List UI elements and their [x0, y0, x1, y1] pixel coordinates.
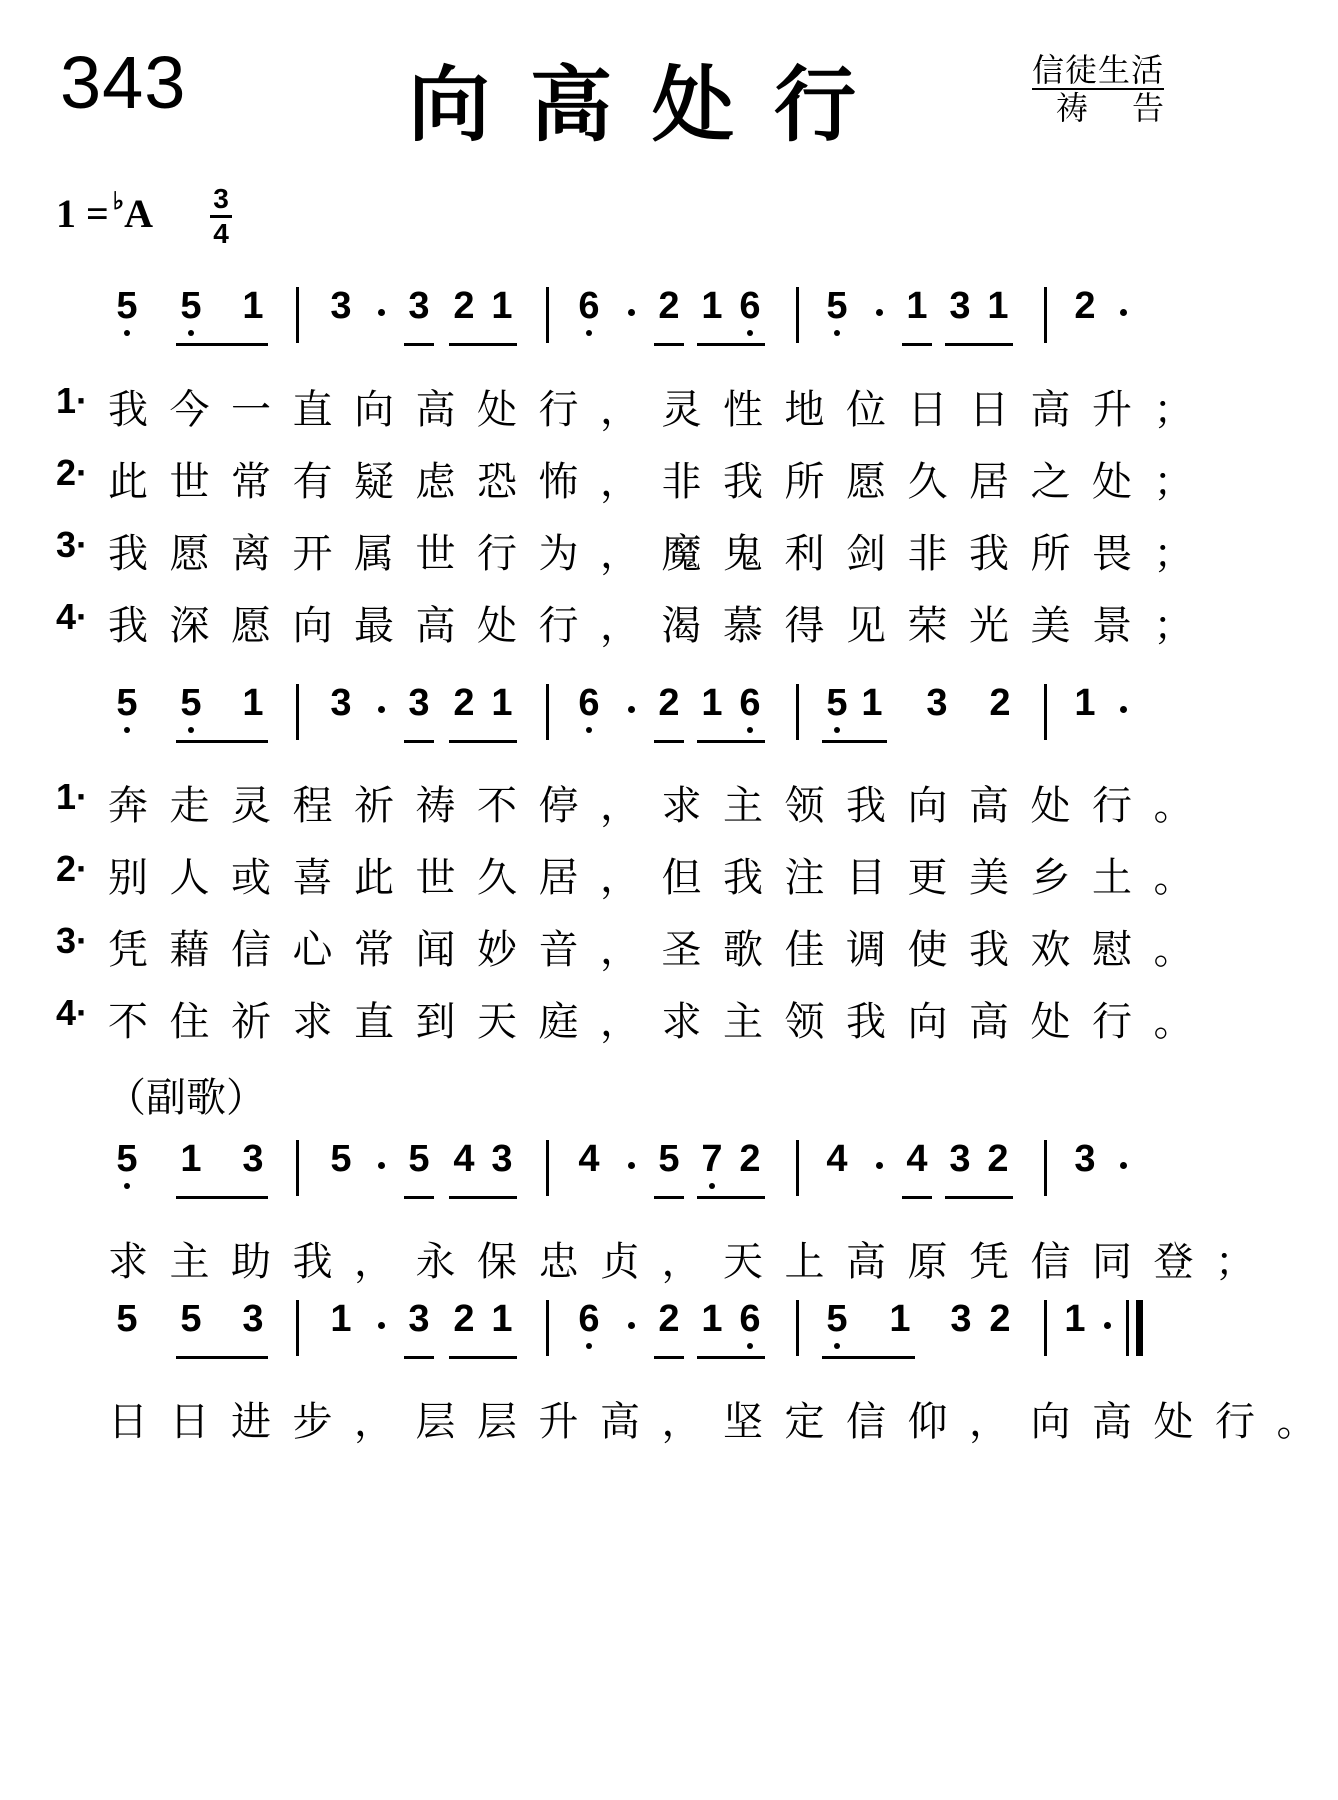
note: 3: [1074, 1138, 1096, 1180]
note: 2: [658, 682, 680, 724]
beam: [176, 1356, 268, 1359]
notation-row-4: [0, 1298, 1200, 1358]
note: 5: [112, 682, 142, 725]
note: 5: [330, 1138, 352, 1180]
beam: [902, 1196, 932, 1199]
hymn-title: 向高处行: [408, 58, 897, 153]
chorus-label: （副歌）: [106, 1075, 266, 1121]
beam: [945, 1196, 1013, 1199]
note: 3: [926, 682, 948, 724]
note: 3: [408, 285, 430, 327]
dot: [628, 309, 635, 316]
note: 1: [242, 285, 264, 327]
verse-number: 4·: [56, 992, 89, 1033]
beam: [654, 1356, 684, 1359]
dot: [1120, 309, 1127, 316]
verse-number: 4·: [56, 596, 89, 637]
hymn-number: 343: [60, 41, 187, 124]
beam: [404, 343, 434, 346]
dot: [378, 309, 385, 316]
notation-row-2: [0, 682, 1200, 742]
hymn-category: 祷告: [1055, 89, 1208, 127]
barline: [296, 1300, 299, 1356]
note: 4: [453, 1138, 475, 1180]
dot: [628, 706, 635, 713]
notation-row-3: [0, 1138, 1200, 1198]
dot: [628, 1322, 635, 1329]
note: 3: [330, 682, 352, 724]
note: 6: [574, 1298, 604, 1341]
note: 5: [112, 1138, 142, 1181]
verse-number: 1·: [56, 776, 89, 817]
note: 3: [950, 1298, 972, 1340]
barline: [1044, 1140, 1047, 1196]
note: 1: [1064, 1298, 1086, 1340]
note: 5: [822, 682, 852, 725]
note: 2: [989, 1298, 1011, 1340]
note: 2: [453, 285, 475, 327]
beam: [404, 1356, 434, 1359]
note: 1: [701, 285, 723, 327]
note: 6: [735, 285, 765, 328]
note: 1: [330, 1298, 352, 1340]
note: 3: [330, 285, 352, 327]
note: 1: [889, 1298, 911, 1340]
verse-4-line-1: 我深愿向最高处行，渴慕得见荣光美景；: [108, 603, 1215, 649]
barline: [796, 1300, 799, 1356]
note: 2: [658, 1298, 680, 1340]
barline: [296, 1140, 299, 1196]
barline: [1044, 287, 1047, 343]
beam: [404, 1196, 434, 1199]
beam: [697, 1196, 765, 1199]
time-signature: [210, 184, 232, 249]
time-bottom: 4: [213, 218, 229, 249]
verse-number: 1·: [56, 380, 89, 421]
note: 3: [408, 1298, 430, 1340]
note: 6: [574, 682, 604, 725]
verse-3-line-1: 我愿离开属世行为，魔鬼利剑非我所畏；: [108, 531, 1215, 577]
verse-number: 3·: [56, 920, 89, 961]
note: 1: [180, 1138, 202, 1180]
dot: [378, 706, 385, 713]
hymn-credits: [1031, 51, 1208, 127]
barline: [546, 1300, 549, 1356]
note: 3: [949, 1138, 971, 1180]
barline: [796, 1140, 799, 1196]
barline: [546, 1140, 549, 1196]
barline: [796, 287, 799, 343]
barline: [1044, 1300, 1047, 1356]
note: 2: [989, 682, 1011, 724]
note: 1: [701, 1298, 723, 1340]
beam: [902, 343, 932, 346]
note: 3: [949, 285, 971, 327]
dot: [876, 1162, 883, 1169]
note: 1: [861, 682, 883, 724]
note: 5: [112, 285, 142, 328]
dot: [378, 1322, 385, 1329]
barline: [296, 287, 299, 343]
verse-3-line-2: 凭藉信心常闻妙音，圣歌佳调使我欢慰。: [108, 927, 1215, 973]
beam: [945, 343, 1013, 346]
beam: [176, 343, 268, 346]
beam: [822, 1356, 915, 1359]
note: 5: [822, 285, 852, 328]
dot: [1104, 1322, 1111, 1329]
barline: [546, 684, 549, 740]
beam: [697, 1356, 765, 1359]
barline: [796, 684, 799, 740]
beam: [654, 1196, 684, 1199]
flat-sign: ♭: [112, 188, 125, 215]
key-note: A: [124, 191, 154, 236]
note: 5: [180, 1298, 202, 1340]
note: 5: [116, 1298, 138, 1340]
note: 1: [701, 682, 723, 724]
beam: [176, 1196, 268, 1199]
note: 1: [1074, 682, 1096, 724]
note: 5: [658, 1138, 680, 1180]
note: 2: [739, 1138, 761, 1180]
note: 1: [987, 285, 1009, 327]
note: 1: [491, 682, 513, 724]
beam: [176, 740, 268, 743]
note: 1: [906, 285, 928, 327]
barline: [546, 287, 549, 343]
note: 2: [987, 1138, 1009, 1180]
notation-row-1: [0, 285, 1200, 345]
note: 5: [176, 285, 206, 328]
beam: [449, 1356, 517, 1359]
note: 1: [242, 682, 264, 724]
beam: [404, 740, 434, 743]
beam: [697, 343, 765, 346]
note: 5: [408, 1138, 430, 1180]
key-prefix: 1 =: [56, 191, 109, 236]
note: 2: [453, 1298, 475, 1340]
note: 3: [491, 1138, 513, 1180]
note: 2: [1074, 285, 1096, 327]
beam: [449, 343, 517, 346]
note: 4: [578, 1138, 600, 1180]
dot: [876, 309, 883, 316]
beam: [654, 343, 684, 346]
verse-2-line-2: 别人或喜此世久居，但我注目更美乡土。: [108, 855, 1215, 901]
dot: [1120, 1162, 1127, 1169]
note: 1: [491, 285, 513, 327]
note: 2: [453, 682, 475, 724]
note: 6: [574, 285, 604, 328]
note: 6: [735, 1298, 765, 1341]
verse-number: 2·: [56, 848, 89, 889]
beam: [449, 1196, 517, 1199]
beam: [822, 740, 887, 743]
verse-1-line-1: 我今一直向高处行，灵性地位日日高升；: [108, 387, 1215, 433]
note: 3: [242, 1138, 264, 1180]
time-top: 3: [213, 183, 229, 214]
note: 6: [735, 682, 765, 725]
beam: [449, 740, 517, 743]
verse-4-line-2: 不住祈求直到天庭，求主领我向高处行。: [108, 999, 1215, 1045]
final-barline-thick: [1136, 1300, 1143, 1356]
note: 4: [906, 1138, 928, 1180]
chorus-line-2: 日日进步，层层升高，坚定信仰，向高处行。: [108, 1399, 1338, 1445]
beam: [654, 740, 684, 743]
verse-2-line-1: 此世常有疑虑恐怖，非我所愿久居之处；: [108, 459, 1215, 505]
barline: [296, 684, 299, 740]
verse-number: 3·: [56, 524, 89, 565]
note: 2: [658, 285, 680, 327]
note: 5: [176, 682, 206, 725]
note: 1: [491, 1298, 513, 1340]
chorus-line-1: 求主助我，永保忠贞，天上高原凭信同登；: [108, 1239, 1277, 1285]
dot: [1120, 706, 1127, 713]
hymn-source: 信徒生活: [1031, 51, 1164, 89]
verse-number: 2·: [56, 452, 89, 493]
beam: [697, 740, 765, 743]
note: 7: [697, 1138, 727, 1181]
note: 4: [826, 1138, 848, 1180]
final-barline-thin: [1126, 1300, 1129, 1356]
key-signature: [56, 190, 153, 237]
verse-1-line-2: 奔走灵程祈祷不停，求主领我向高处行。: [108, 783, 1215, 829]
dot: [628, 1162, 635, 1169]
note: 3: [242, 1298, 264, 1340]
note: 5: [822, 1298, 852, 1341]
barline: [1044, 684, 1047, 740]
dot: [378, 1162, 385, 1169]
note: 3: [408, 682, 430, 724]
